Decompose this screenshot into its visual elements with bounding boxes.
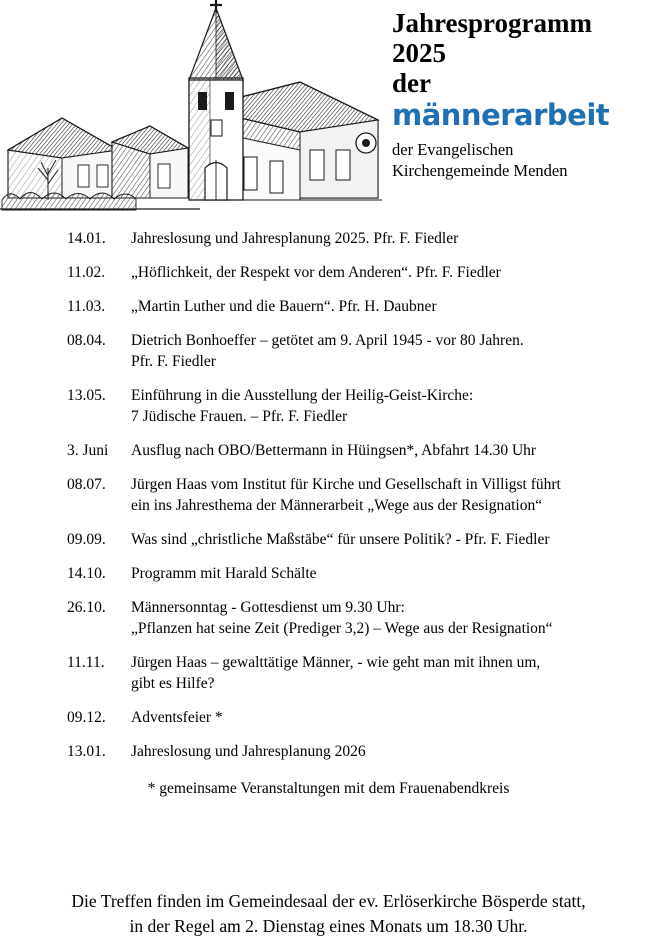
entry-line-1: „Martin Luther und die Bauern“. Pfr. H. Daubner bbox=[131, 298, 437, 315]
entry-line-1: Einführung in die Ausstellung der Heilig-Geist-Kirche: bbox=[131, 387, 474, 404]
entry-date: 13.05. bbox=[67, 387, 106, 404]
notice-line-1: Die Treffen finden im Gemeindesaal der ev. Erlöserkirche Bösperde statt, bbox=[71, 891, 586, 911]
subtitle-line-1: der Evangelischen bbox=[392, 140, 514, 159]
program-entry bbox=[0, 563, 657, 584]
entry-description bbox=[129, 741, 657, 762]
program-entry bbox=[0, 652, 657, 694]
entry-line-1: „Höflichkeit, der Respekt vor dem Anderen“. Pfr. F. Fiedler bbox=[131, 264, 501, 281]
entry-line-1: Jürgen Haas vom Institut für Kirche und Gesellschaft in Villigst führt bbox=[131, 476, 561, 493]
program-entry bbox=[0, 296, 657, 317]
subtitle-block bbox=[392, 139, 647, 181]
meeting-notice bbox=[0, 889, 657, 939]
program-entry bbox=[0, 707, 657, 728]
entry-line-2: „Pflanzen hat seine Zeit (Prediger 3,2) – Wege aus der Resignation“ bbox=[131, 620, 553, 637]
program-entry bbox=[0, 529, 657, 550]
entry-date: 09.09. bbox=[67, 531, 106, 548]
brand-maennerarbeit: männerarbeit bbox=[392, 98, 610, 132]
subtitle-line-2: Kirchengemeinde Menden bbox=[392, 161, 568, 180]
entry-description bbox=[129, 597, 657, 639]
entry-date: 14.01. bbox=[67, 230, 106, 247]
entry-line-1: Was sind „christliche Maßstäbe“ für unsere Politik? - Pfr. F. Fiedler bbox=[131, 531, 550, 548]
entry-date: 08.04. bbox=[67, 332, 106, 349]
program-entry bbox=[0, 228, 657, 249]
program-entry bbox=[0, 262, 657, 283]
entry-description bbox=[129, 529, 657, 550]
program-entry bbox=[0, 330, 657, 372]
entry-date: 08.07. bbox=[67, 476, 106, 493]
entry-date: 11.02. bbox=[67, 264, 106, 281]
entry-line-2: ein ins Jahresthema der Männerarbeit „Wege aus der Resignation“ bbox=[131, 497, 543, 514]
entry-description bbox=[129, 563, 657, 584]
document-header bbox=[0, 0, 657, 225]
title-line-3: der bbox=[392, 68, 431, 98]
entry-line-1: Dietrich Bonhoeffer – getötet am 9. April 1945 - vor 80 Jahren. bbox=[131, 332, 524, 349]
program-entry bbox=[0, 385, 657, 427]
entry-line-1: Ausflug nach OBO/Bettermann in Hüingsen*, Abfahrt 14.30 Uhr bbox=[131, 442, 537, 459]
program-entry bbox=[0, 474, 657, 516]
header-text-block bbox=[392, 8, 647, 181]
title-line-1: Jahresprogramm bbox=[392, 8, 592, 38]
entry-line-2: gibt es Hilfe? bbox=[131, 675, 215, 692]
entry-description bbox=[129, 330, 657, 372]
entry-date: 14.10. bbox=[67, 565, 106, 582]
entry-date: 3. Juni bbox=[67, 442, 109, 459]
entry-date: 11.11. bbox=[67, 654, 105, 671]
entry-description bbox=[129, 296, 657, 317]
entry-line-1: Adventsfeier * bbox=[131, 709, 223, 726]
program-footnote: * gemeinsame Veranstaltungen mit dem Frauenabendkreis bbox=[147, 780, 510, 797]
entry-description bbox=[129, 652, 657, 694]
title-line-2: 2025 bbox=[392, 38, 446, 68]
program-entry bbox=[0, 440, 657, 461]
entry-line-1: Programm mit Harald Schälte bbox=[131, 565, 317, 582]
entry-date: 26.10. bbox=[67, 599, 106, 616]
program-entry bbox=[0, 597, 657, 639]
program-list bbox=[0, 228, 657, 799]
entry-description bbox=[129, 440, 657, 461]
church-illustration-icon bbox=[0, 0, 390, 225]
entry-line-2: 7 Jüdische Frauen. – Pfr. F. Fiedler bbox=[131, 408, 348, 425]
entry-description bbox=[129, 262, 657, 283]
entry-line-1: Jahreslosung und Jahresplanung 2025. Pfr. F. Fiedler bbox=[131, 230, 459, 247]
entry-date: 11.03. bbox=[67, 298, 106, 315]
program-entry bbox=[0, 741, 657, 762]
entry-description bbox=[129, 228, 657, 249]
entry-line-1: Jahreslosung und Jahresplanung 2026 bbox=[131, 743, 366, 760]
entry-line-1: Männersonntag - Gottesdienst um 9.30 Uhr: bbox=[131, 599, 405, 616]
entry-description bbox=[129, 474, 657, 516]
entry-line-1: Jürgen Haas – gewalttätige Männer, - wie geht man mit ihnen um, bbox=[131, 654, 541, 671]
entry-line-2: Pfr. F. Fiedler bbox=[131, 353, 216, 370]
entry-date: 13.01. bbox=[67, 743, 106, 760]
entry-description bbox=[129, 707, 657, 728]
entry-date: 09.12. bbox=[67, 709, 106, 726]
entry-description bbox=[129, 385, 657, 427]
notice-line-2: in der Regel am 2. Dienstag eines Monats um 18.30 Uhr. bbox=[129, 916, 528, 936]
